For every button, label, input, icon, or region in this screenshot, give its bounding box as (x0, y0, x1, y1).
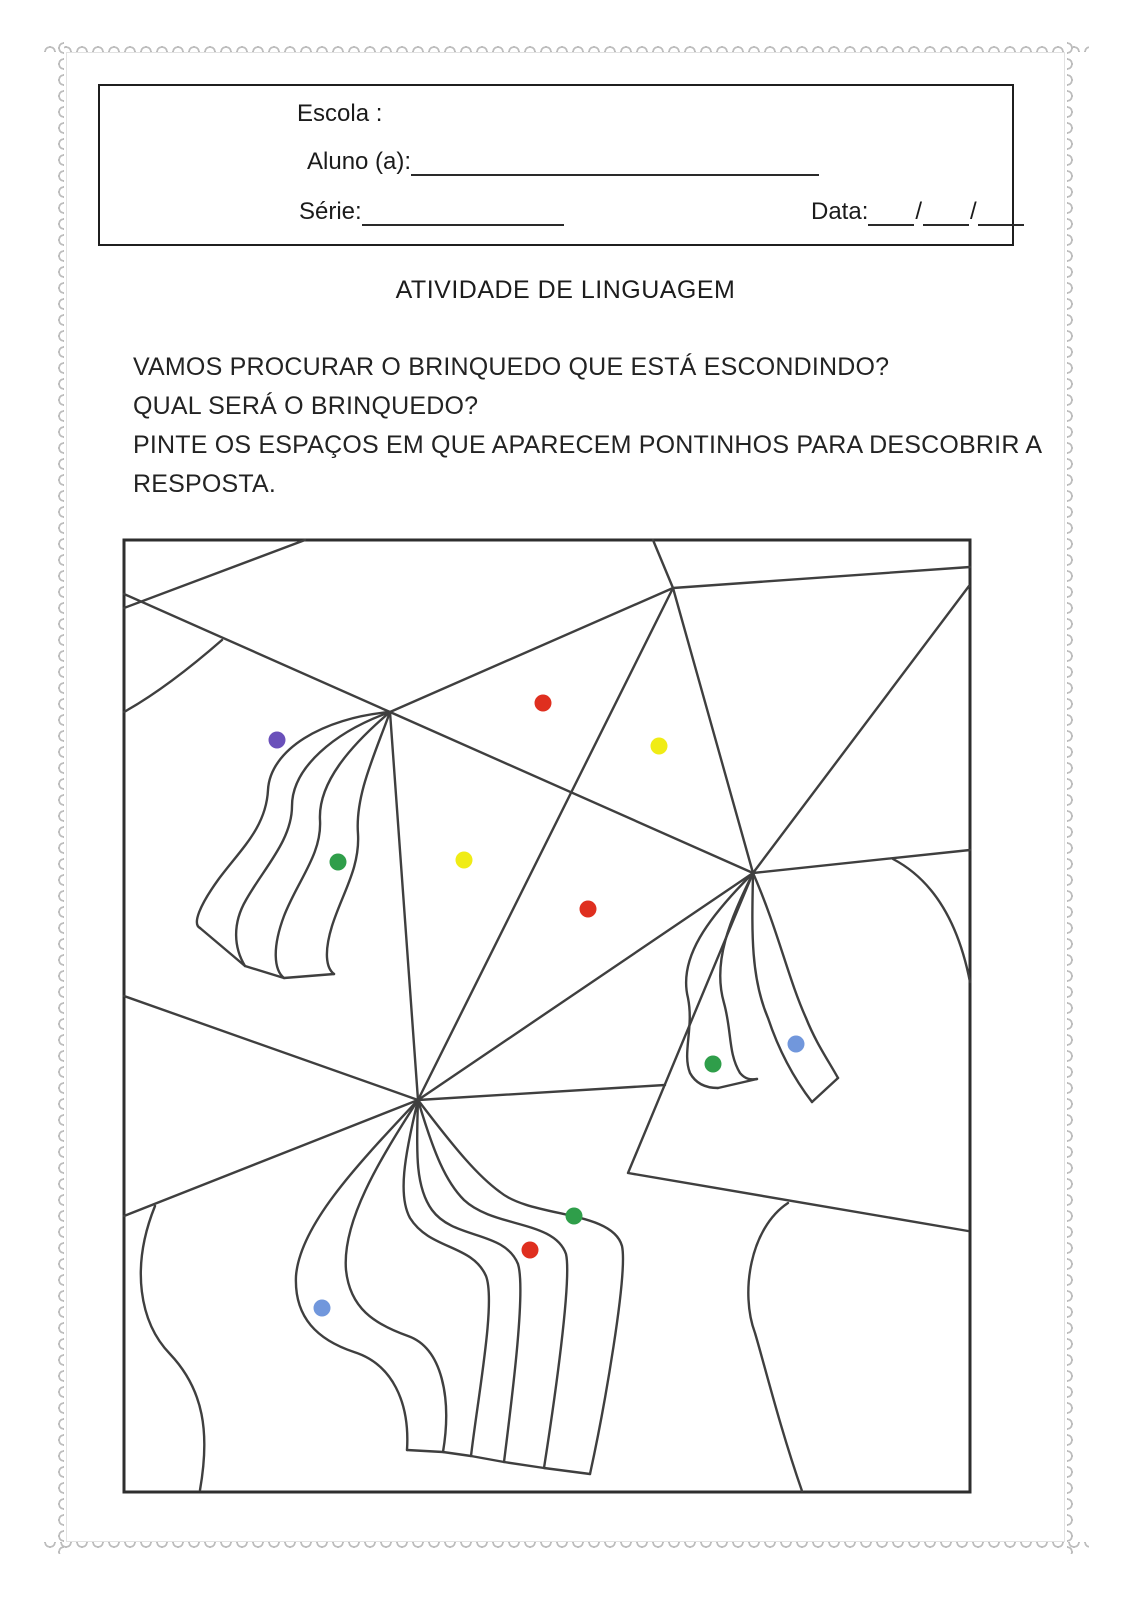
purple-dot (269, 732, 286, 749)
date-slash-1: / (915, 198, 923, 225)
red-dot (580, 901, 597, 918)
date-label: Data: (811, 198, 869, 225)
school-row (297, 100, 382, 128)
instruction-line-1: VAMOS PROCURAR O BRINQUEDO QUE ESTÁ ESCONDINDO? (133, 353, 890, 381)
red-dot (522, 1242, 539, 1259)
red-dot (535, 695, 552, 712)
bottom-ribbon-5 (418, 1100, 567, 1468)
left-ribbon-3 (276, 712, 390, 978)
green-dot (705, 1056, 722, 1073)
student-info-box (98, 84, 1014, 246)
bottom-right-curve (748, 1203, 802, 1491)
left-ribbon-2 (236, 712, 390, 966)
bottom-ribbon-2 (346, 1100, 446, 1452)
instructions (133, 348, 1043, 504)
green-dot (330, 854, 347, 871)
bottom-ribbon-4 (417, 1100, 520, 1462)
corner-line (124, 540, 305, 608)
page-border-top (42, 40, 1089, 52)
student-name-blank (411, 152, 819, 176)
coloring-puzzle (112, 528, 980, 1503)
date-month-blank (923, 202, 969, 226)
ray-right (753, 850, 970, 873)
puzzle-drawing (112, 528, 980, 1503)
bottom-ribbon-1 (296, 1100, 418, 1450)
page-title: ATIVIDADE DE LINGUAGEM (395, 276, 736, 304)
green-dot (566, 1208, 583, 1225)
ray-top-right (673, 567, 970, 588)
diagonal-to-left-kite (124, 594, 390, 712)
instruction-line-2: QUAL SERÁ O BRINQUEDO? (133, 392, 479, 420)
kite-spar-1 (418, 588, 673, 1100)
right-ribbon-tips (718, 1078, 838, 1102)
date-part (811, 198, 1024, 226)
date-day-blank (868, 202, 914, 226)
ray-bottom-left (124, 1100, 418, 1216)
page-border-right (1067, 40, 1079, 1554)
ray-top (653, 540, 673, 588)
yellow-dot (651, 738, 668, 755)
instruction-line-4: RESPOSTA. (133, 470, 277, 498)
grade-label: Série: (299, 198, 362, 225)
blue-dot (314, 1300, 331, 1317)
page-border-bottom (42, 1542, 1089, 1554)
bottom-ribbon-tips (407, 1450, 590, 1474)
page-border-left (52, 40, 64, 1554)
right-arc (893, 859, 970, 982)
top-right-diagonal (753, 586, 969, 873)
puzzle-frame (124, 540, 970, 1492)
bottom-left-wave (141, 1206, 205, 1490)
date-slash-2: / (970, 198, 977, 225)
grade-blank (362, 202, 564, 226)
yellow-dot (456, 852, 473, 869)
left-ribbon-tips (200, 928, 334, 978)
left-ribbon-4 (327, 712, 390, 974)
student-label: Aluno (a): (307, 148, 412, 175)
kite-spar-2 (390, 712, 753, 873)
grade-date-row (299, 198, 977, 226)
school-label: Escola : (297, 100, 383, 127)
date-year-blank (978, 202, 1024, 226)
ray-bottom-upleft (124, 996, 418, 1100)
ray-bottom-right (418, 1085, 665, 1100)
right-ribbon-3 (752, 873, 812, 1102)
kite-outline (390, 588, 753, 1100)
instruction-line-3: PINTE OS ESPAÇOS EM QUE APARECEM PONTINHOS PARA DESCOBRIR A (133, 431, 1043, 459)
top-left-arc (124, 640, 222, 712)
student-row (307, 148, 819, 176)
blue-dot (788, 1036, 805, 1053)
